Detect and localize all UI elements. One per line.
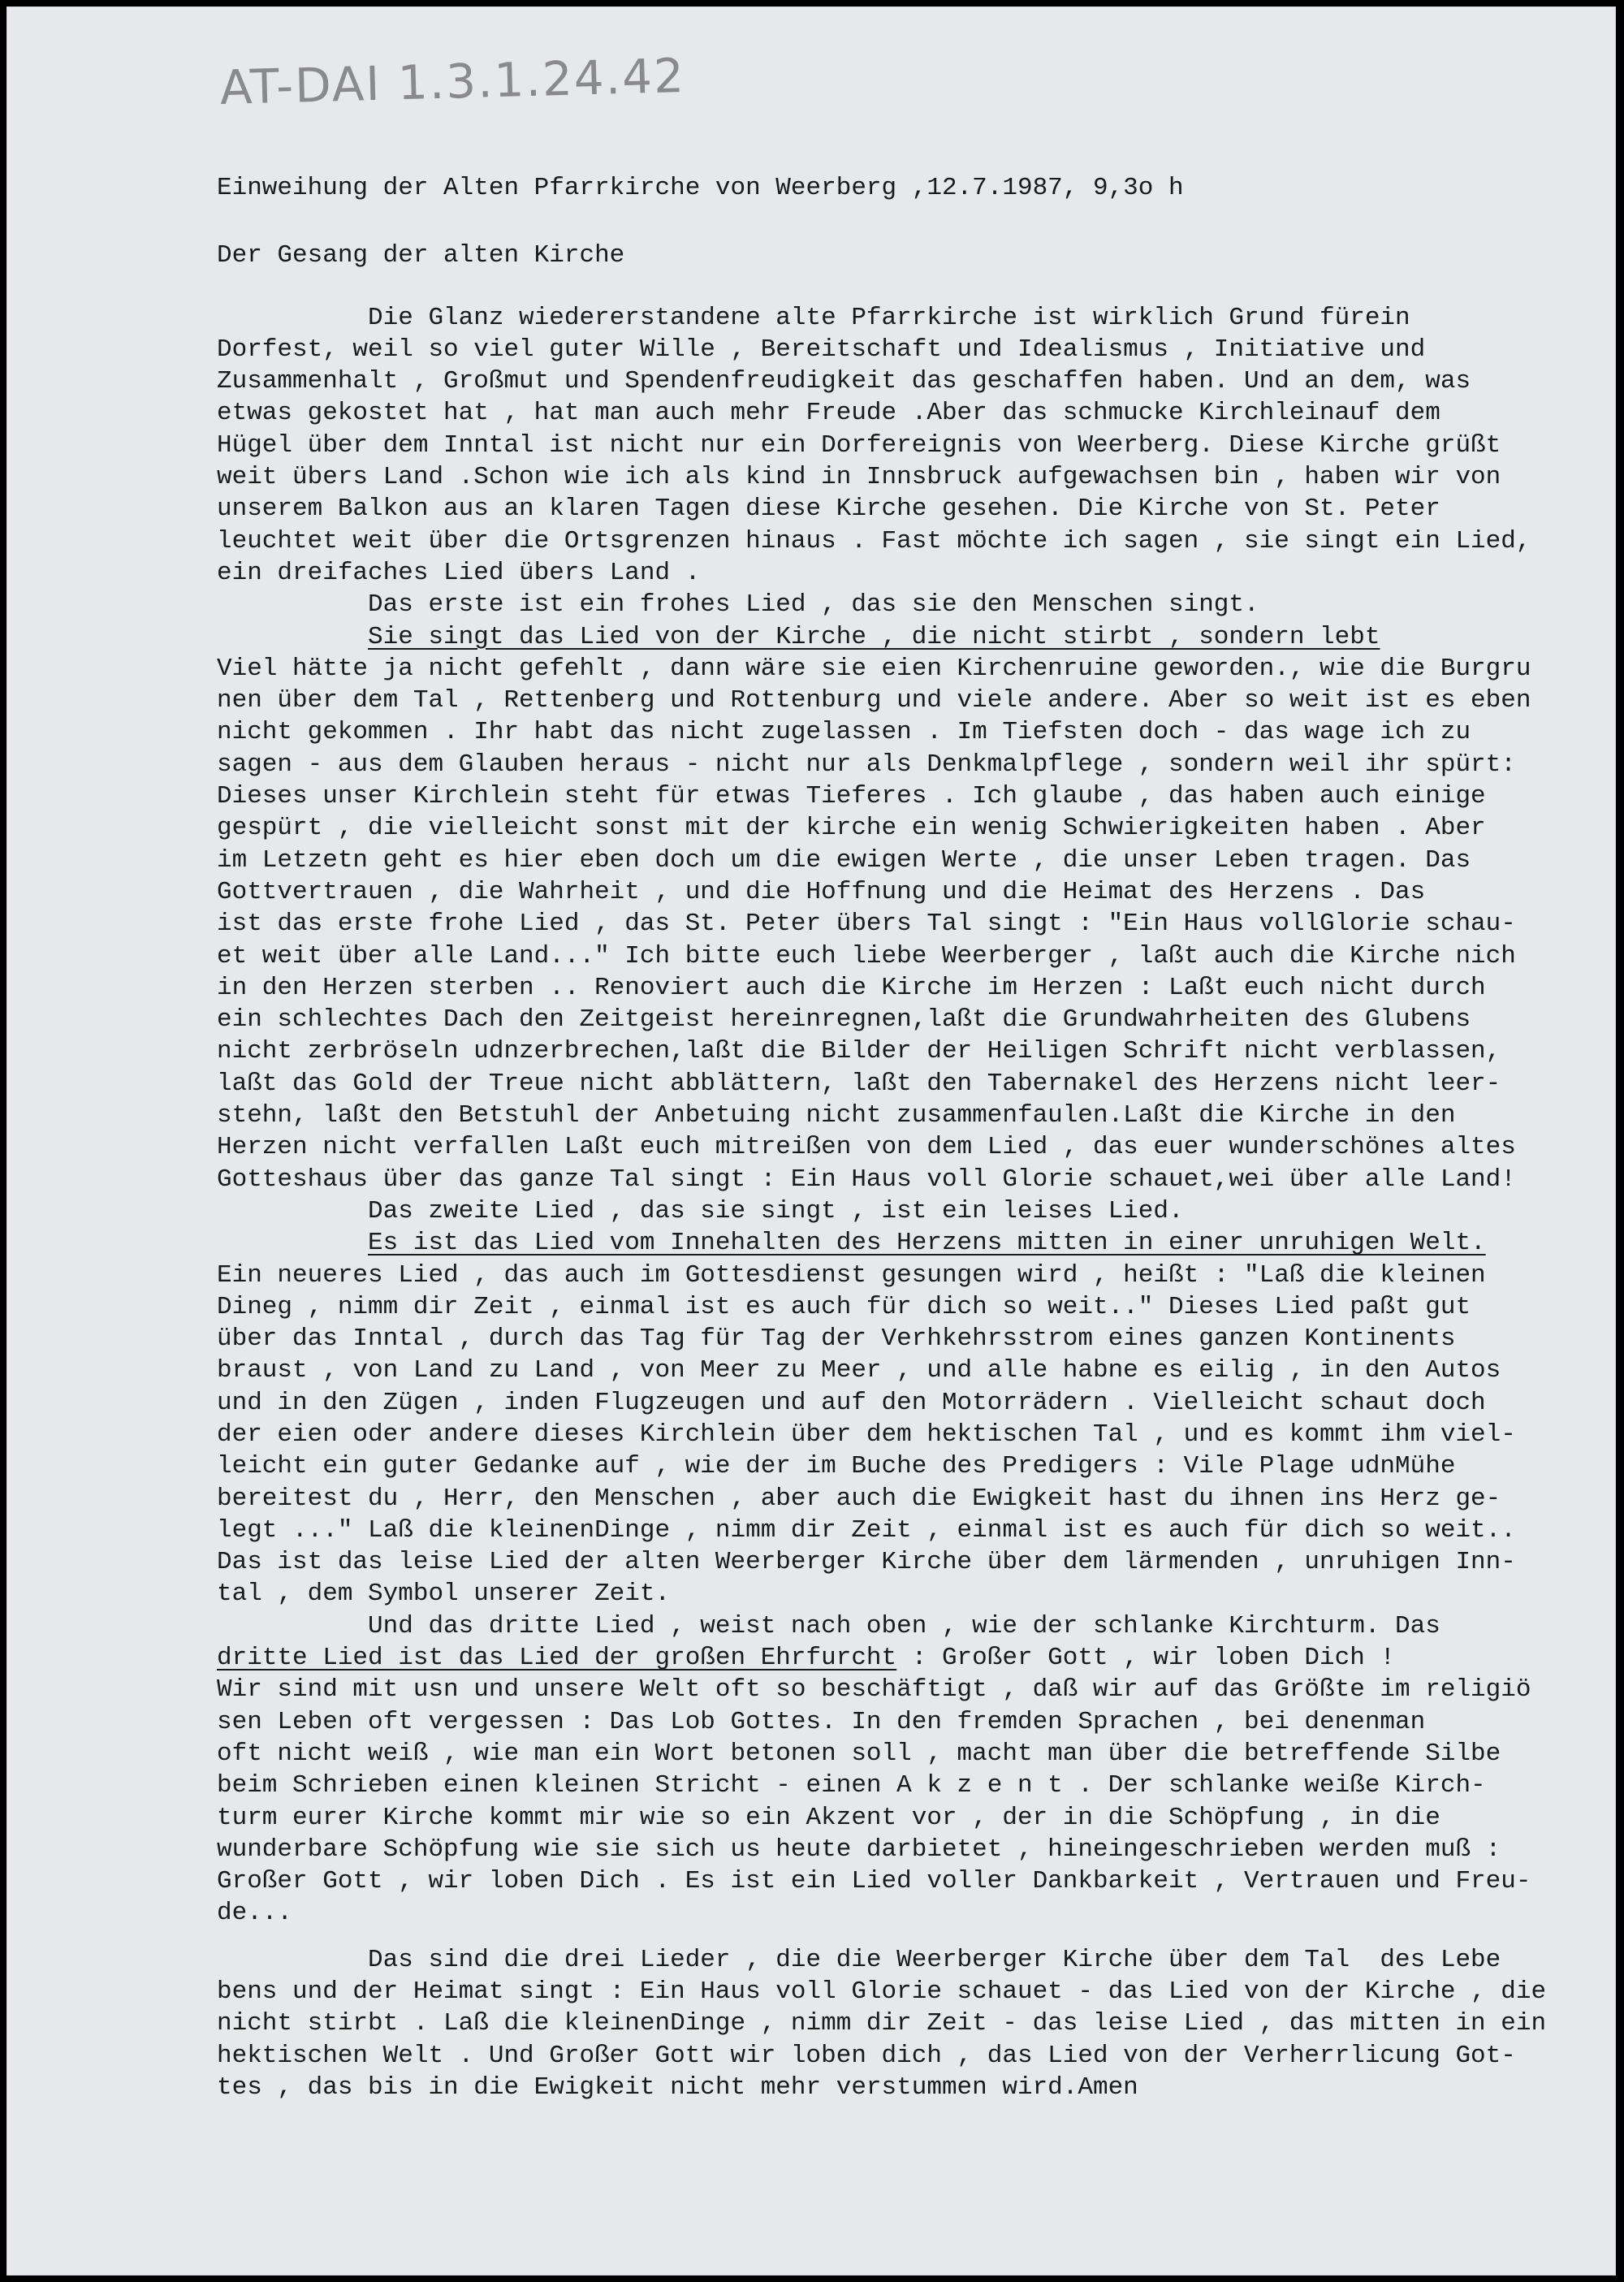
sermon-text (217, 302, 1624, 2104)
text-line: Und das dritte Lied , weist nach oben , wie der schlanke Kirchturm. Das (217, 1611, 1440, 1640)
text-line: turm eurer Kirche kommt mir wie so ein Akzent vor , der in die Schöpfung , in die (217, 1803, 1440, 1832)
text-line: Hügel über dem Inntal ist nicht nur ein Dorfereignis von Weerberg. Diese Kirche grüßt (217, 430, 1501, 460)
text-line: hektischen Welt . Und Großer Gott wir loben dich , das Lied von der Verherrlicung Got- (217, 2041, 1516, 2070)
text-line: tes , das bis in die Ewigkeit nicht mehr verstummen wird.Amen (217, 2072, 1138, 2102)
text-line: ist das erste frohe Lied , das St. Peter übers Tal singt : "Ein Haus vollGlorie schau- (217, 910, 1516, 939)
text-line: Die Glanz wiedererstandene alte Pfarrkirche ist wirklich Grund fürein (217, 303, 1410, 332)
line-indent (217, 623, 368, 651)
text-line: etwas gekostet hat , hat man auch mehr Freude .Aber das schmucke Kirchleinauf dem (217, 399, 1440, 428)
text-line: Wir sind mit usn und unsere Welt oft so beschäftigt , daß wir auf das Größte im religiö (217, 1675, 1531, 1705)
text-line: weit übers Land .Schon wie ich als kind in Innsbruck aufgewachsen bin , haben wir von (217, 463, 1501, 492)
text-line (217, 1642, 1624, 1674)
text-line: Das zweite Lied , das sie singt , ist ein leises Lied. (217, 1196, 1184, 1225)
text-line (217, 621, 1624, 653)
text-line: nicht gekommen . Ihr habt das nicht zugelassen . Im Tiefsten doch - das wage ich zu (217, 718, 1471, 747)
text-line: unserem Balkon aus an klaren Tagen diese Kirche gesehen. Die Kirche von St. Peter (217, 495, 1440, 524)
document-title: Einweihung der Alten Pfarrkirche von Weerberg ,12.7.1987, 9,3o h (217, 174, 1184, 202)
text-line: über das Inntal , durch das Tag für Tag der Verhkehrsstrom eines ganzen Kontinents (217, 1325, 1456, 1354)
text-line: tal , dem Symbol unserer Zeit. (217, 1580, 671, 1609)
text-line: leuchtet weit über die Ortsgrenzen hinaus . Fast möchte ich sagen , sie singt ein Lied, (217, 526, 1531, 555)
text-line: stehn, laßt den Betstuhl der Anbetuing nicht zusammenfaulen.Laßt die Kirche in den (217, 1101, 1456, 1130)
text-line: oft nicht weiß , wie man ein Wort betonen soll , macht man über die betreffende Silbe (217, 1739, 1501, 1768)
text-line: im Letzetn geht es hier eben doch um die ewigen Werte , die unser Leben tragen. Das (217, 845, 1471, 875)
text-line: Ein neueres Lied , das auch im Gottesdienst gesungen wird , heißt : "Laß die kleinen (217, 1260, 1486, 1290)
text-line: Dieses unser Kirchlein steht für etwas Tieferes . Ich glaube , das haben auch einige (217, 782, 1486, 811)
text-line: Gottvertrauen , die Wahrheit , und die Hoffnung und die Heimat des Herzens . Das (217, 877, 1426, 906)
underlined-heading: Es ist das Lied vom Innehalten des Herzens mitten in einer unruhigen Welt. (368, 1229, 1486, 1258)
text-line: Großer Gott , wir loben Dich . Es ist ein Lied voller Dankbarkeit , Vertrauen und Freu- (217, 1867, 1531, 1896)
text-line: und in den Zügen , inden Flugzeugen und auf den Motorrädern . Vielleicht schaut doch (217, 1388, 1486, 1417)
text-line: laßt das Gold der Treue nicht abblättern, laßt den Tabernakel des Herzens nicht leer- (217, 1069, 1501, 1098)
text-line: Dineg , nimm dir Zeit , einmal ist es auch für dich so weit.." Dieses Lied paßt gut (217, 1292, 1471, 1321)
text-line: der eien oder andere dieses Kirchlein über dem hektischen Tal , und es kommt ihm viel- (217, 1420, 1516, 1449)
text-line: nen über dem Tal , Rettenberg und Rottenburg und viele andere. Aber so weit ist es eben (217, 686, 1531, 715)
text-line: Das erste ist ein frohes Lied , das sie den Menschen singt. (217, 590, 1259, 620)
text-line: Zusammenhalt , Großmut und Spendenfreudigkeit das geschaffen haben. Und an dem, was (217, 367, 1471, 396)
text-line: Das sind die drei Lieder , die die Weerberger Kirche über dem Tal des Lebe (217, 1945, 1501, 1974)
text-line: braust , von Land zu Land , von Meer zu Meer , und alle habne es eilig , in den Autos (217, 1356, 1501, 1385)
text-line: et weit über alle Land..." Ich bitte euch liebe Weerberger , laßt auch die Kirche nich (217, 941, 1516, 970)
text-line: beim Schrieben einen kleinen Stricht - einen A k z e n t . Der schlanke weiße Kirch- (217, 1771, 1486, 1800)
text-line: bens und der Heimat singt : Ein Haus voll Glorie schauet - das Lied von der Kirche , die (217, 1977, 1547, 2007)
text-line: Viel hätte ja nicht gefehlt , dann wäre sie eien Kirchenruine geworden., wie die Burgru (217, 654, 1531, 683)
line-indent (217, 1229, 368, 1257)
text-line: ein dreifaches Lied übers Land . (217, 558, 701, 587)
text-line (217, 1227, 1624, 1259)
underlined-heading: Sie singt das Lied von der Kirche , die nicht stirbt , sondern lebt (368, 622, 1380, 651)
text-line: de... (217, 1899, 293, 1928)
document-page (6, 6, 1616, 2276)
text-line: wunderbare Schöpfung wie sie sich us heute darbietet , hineingeschrieben werden muß : (217, 1835, 1501, 1864)
typed-text-body (217, 161, 1624, 2103)
text-line: in den Herzen sterben .. Renoviert auch die Kirche im Herzen : Laßt euch nicht durch (217, 973, 1486, 1002)
text-line: bereitest du , Herr, den Menschen , aber auch die Ewigkeit hast du ihnen ins Herz ge- (217, 1484, 1501, 1513)
text-line: sagen - aus dem Glauben heraus - nicht nur als Denkmalpflege , sondern weil ihr spürt: (217, 750, 1516, 779)
text-line: nicht stirbt . Laß die kleinenDinge , nimm dir Zeit - das leise Lied , das mitten in ein (217, 2009, 1547, 2038)
text-line: Dorfest, weil so viel guter Wille , Bereitschaft und Idealismus , Initiative und (217, 335, 1426, 364)
text-line: nicht zerbröseln udnzerbrechen,laßt die Bilder der Heiligen Schrift nicht verblassen, (217, 1037, 1501, 1066)
line-continuation: : Großer Gott , wir loben Dich ! (896, 1644, 1396, 1673)
archive-signature-handwritten: AT-DAI 1.3.1.24.42 (219, 47, 686, 115)
underlined-heading: dritte Lied ist das Lied der großen Ehrfurcht (217, 1644, 897, 1673)
document-subtitle: Der Gesang der alten Kirche (217, 241, 625, 270)
text-line: legt ..." Laß die kleinenDinge , nimm dir Zeit , einmal ist es auch für dich so weit.. (217, 1515, 1516, 1545)
text-line: ein schlechtes Dach den Zeitgeist hereinregnen,laßt die Grundwahrheiten des Glubens (217, 1005, 1471, 1035)
text-line: sen Leben oft vergessen : Das Lob Gottes. In den fremden Sprachen , bei denenman (217, 1707, 1426, 1736)
text-line: Gotteshaus über das ganze Tal singt : Ein Haus voll Glorie schauet,wei über alle Land! (217, 1165, 1516, 1194)
text-line: Das ist das leise Lied der alten Weerberger Kirche über dem lärmenden , unruhigen Inn- (217, 1548, 1516, 1577)
text-line: gespürt , die vielleicht sonst mit der kirche ein wenig Schwierigkeiten haben . Aber (217, 814, 1486, 843)
text-line: leicht ein guter Gedanke auf , wie der im Buche des Predigers : Vile Plage udnMühe (217, 1452, 1456, 1481)
text-line: Herzen nicht verfallen Laßt euch mitreißen von dem Lied , das euer wunderschönes altes (217, 1133, 1516, 1162)
